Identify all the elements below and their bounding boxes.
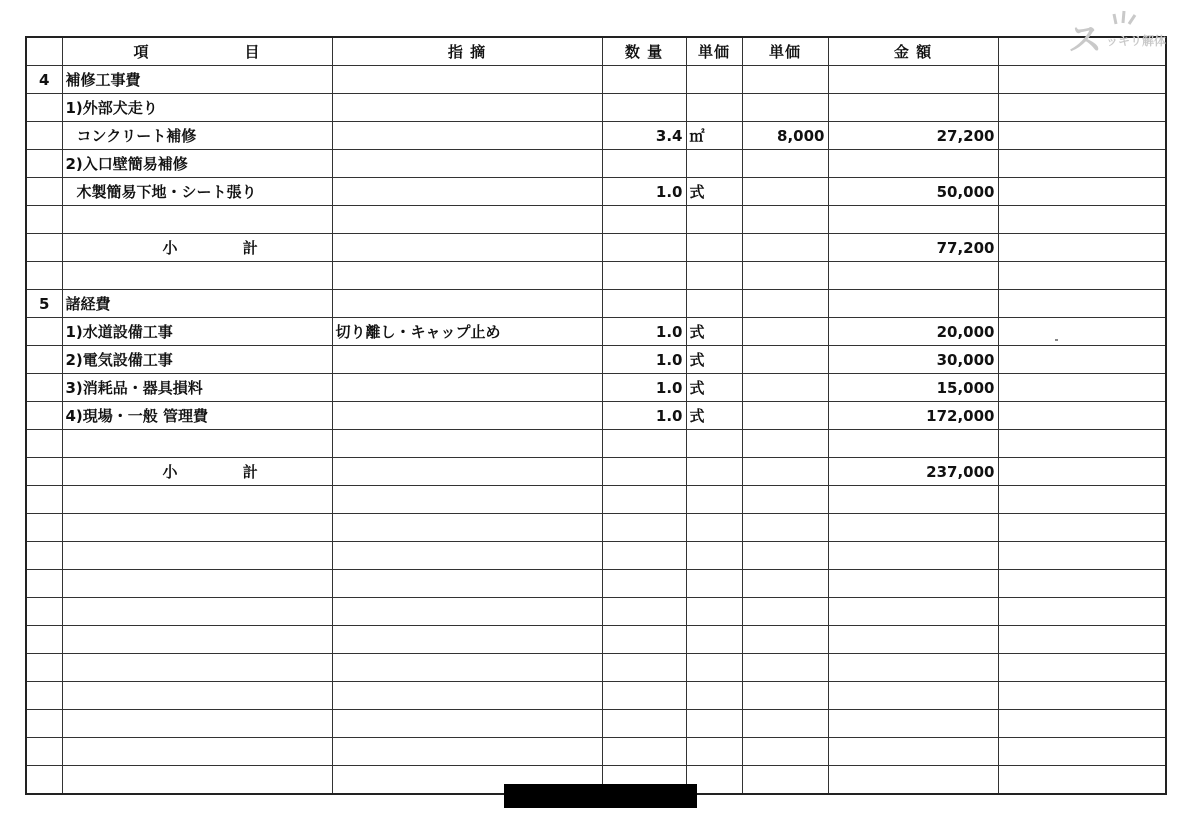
- row-unit-price: [742, 570, 828, 598]
- header-note: 指 摘: [332, 37, 602, 66]
- table-row: [26, 486, 1166, 514]
- row-remarks: [998, 542, 1166, 570]
- row-item: [62, 738, 332, 766]
- row-item: [62, 626, 332, 654]
- row-item: 2)入口壁簡易補修: [62, 150, 332, 178]
- row-unit-price: [742, 654, 828, 682]
- row-no: [26, 430, 62, 458]
- row-item: [62, 570, 332, 598]
- row-note: [332, 682, 602, 710]
- row-unit-price: [742, 374, 828, 402]
- logo-mark: ス: [1068, 20, 1102, 60]
- row-unit-price: [742, 710, 828, 738]
- table-row: [26, 682, 1166, 710]
- row-remarks: [998, 458, 1166, 486]
- row-unit-price: [742, 290, 828, 318]
- row-amount: [828, 206, 998, 234]
- row-item: 2)電気設備工事: [62, 346, 332, 374]
- header-amount: 金 額: [828, 37, 998, 66]
- row-amount: 27,200: [828, 122, 998, 150]
- row-qty: 1.0: [602, 346, 686, 374]
- table-row: [26, 206, 1166, 234]
- row-no: [26, 122, 62, 150]
- header-unit: 単価: [686, 37, 742, 66]
- row-item: [62, 654, 332, 682]
- row-note: [332, 710, 602, 738]
- table-row: [26, 514, 1166, 542]
- row-unit: [686, 234, 742, 262]
- table-row: [26, 738, 1166, 766]
- row-unit-price: [742, 430, 828, 458]
- row-unit: [686, 66, 742, 94]
- row-unit: [686, 262, 742, 290]
- row-unit: [686, 738, 742, 766]
- table-row: [26, 66, 1166, 94]
- row-no: [26, 458, 62, 486]
- row-qty: [602, 486, 686, 514]
- row-amount: [828, 738, 998, 766]
- row-remarks: [998, 710, 1166, 738]
- row-no: [26, 150, 62, 178]
- row-unit: [686, 682, 742, 710]
- table-row: [26, 122, 1166, 150]
- row-note: [332, 430, 602, 458]
- row-note: 切り離し・キャップ止め: [332, 318, 602, 346]
- row-no: [26, 234, 62, 262]
- row-unit: [686, 542, 742, 570]
- row-amount: 30,000: [828, 346, 998, 374]
- row-no: [26, 374, 62, 402]
- row-amount: [828, 682, 998, 710]
- row-note: [332, 486, 602, 514]
- row-note: [332, 150, 602, 178]
- row-item: [62, 598, 332, 626]
- row-amount: [828, 766, 998, 795]
- table-row: [26, 178, 1166, 206]
- row-qty: 1.0: [602, 374, 686, 402]
- row-note: [332, 570, 602, 598]
- row-remarks: [998, 682, 1166, 710]
- row-unit-price: [742, 94, 828, 122]
- row-no: [26, 766, 62, 795]
- header-item: [62, 37, 332, 66]
- row-no: [26, 654, 62, 682]
- row-amount: [828, 66, 998, 94]
- row-item: 諸経費: [62, 290, 332, 318]
- row-item: 4)現場・一般 管理費: [62, 402, 332, 430]
- table-row: [26, 626, 1166, 654]
- row-item: [62, 486, 332, 514]
- row-unit-price: [742, 458, 828, 486]
- row-unit: [686, 430, 742, 458]
- row-remarks: [998, 486, 1166, 514]
- row-remarks: [998, 318, 1166, 346]
- row-remarks: [998, 738, 1166, 766]
- row-remarks: [998, 290, 1166, 318]
- row-note: [332, 598, 602, 626]
- row-unit-price: [742, 626, 828, 654]
- row-unit: [686, 290, 742, 318]
- row-no: [26, 710, 62, 738]
- row-unit: [686, 654, 742, 682]
- row-remarks: [998, 430, 1166, 458]
- row-remarks: [998, 654, 1166, 682]
- table-row: [26, 402, 1166, 430]
- row-remarks: [998, 234, 1166, 262]
- header-item-char-1: 項: [133, 42, 150, 61]
- row-unit-price: [742, 262, 828, 290]
- row-unit: [686, 486, 742, 514]
- table-row: [26, 430, 1166, 458]
- row-unit-price: [742, 402, 828, 430]
- row-remarks: [998, 402, 1166, 430]
- row-note: [332, 290, 602, 318]
- row-amount: [828, 430, 998, 458]
- row-unit: [686, 570, 742, 598]
- row-unit: 式: [686, 374, 742, 402]
- table-row: [26, 290, 1166, 318]
- table-row: [26, 598, 1166, 626]
- row-no: [26, 206, 62, 234]
- row-item: [62, 262, 332, 290]
- row-remarks: [998, 206, 1166, 234]
- table-row: [26, 234, 1166, 262]
- estimate-sheet: [25, 36, 1165, 781]
- row-remarks: [998, 178, 1166, 206]
- row-unit: 式: [686, 346, 742, 374]
- row-remarks: [998, 626, 1166, 654]
- row-item: 3)消耗品・器具損料: [62, 374, 332, 402]
- row-no: [26, 94, 62, 122]
- row-amount: [828, 570, 998, 598]
- row-unit-price: [742, 542, 828, 570]
- row-qty: 3.4: [602, 122, 686, 150]
- row-no: [26, 178, 62, 206]
- row-item: [62, 542, 332, 570]
- row-no: [26, 598, 62, 626]
- row-amount: [828, 542, 998, 570]
- row-unit-price: [742, 598, 828, 626]
- row-note: [332, 374, 602, 402]
- row-amount: [828, 710, 998, 738]
- row-note: [332, 66, 602, 94]
- row-qty: [602, 626, 686, 654]
- row-unit: 式: [686, 402, 742, 430]
- row-item: 1)外部犬走り: [62, 94, 332, 122]
- row-remarks: [998, 94, 1166, 122]
- row-unit: 式: [686, 178, 742, 206]
- row-no: [26, 318, 62, 346]
- row-note: [332, 402, 602, 430]
- row-item: 1)水道設備工事: [62, 318, 332, 346]
- row-qty: 1.0: [602, 178, 686, 206]
- row-no: [26, 738, 62, 766]
- row-note: [332, 94, 602, 122]
- row-note: [332, 738, 602, 766]
- row-unit-price: [742, 486, 828, 514]
- table-row: [26, 710, 1166, 738]
- row-qty: [602, 514, 686, 542]
- row-amount: 172,000: [828, 402, 998, 430]
- row-qty: [602, 598, 686, 626]
- row-remarks: [998, 374, 1166, 402]
- logo-rays-icon: [1112, 10, 1138, 26]
- row-qty: [602, 542, 686, 570]
- row-qty: [602, 430, 686, 458]
- row-remarks: [998, 570, 1166, 598]
- row-remarks: [998, 514, 1166, 542]
- row-note: [332, 178, 602, 206]
- scan-speck: [1055, 339, 1058, 341]
- row-qty: [602, 570, 686, 598]
- logo-text: ッキリ解体: [1106, 34, 1167, 48]
- row-item: [62, 206, 332, 234]
- row-item: [62, 766, 332, 795]
- row-qty: [602, 150, 686, 178]
- row-amount: [828, 514, 998, 542]
- row-no: [26, 402, 62, 430]
- row-unit-price: [742, 234, 828, 262]
- redaction-bar: [504, 784, 697, 808]
- row-amount: [828, 94, 998, 122]
- row-no: [26, 346, 62, 374]
- row-qty: [602, 66, 686, 94]
- row-unit: ㎡: [686, 122, 742, 150]
- row-note: [332, 234, 602, 262]
- header-qty: 数 量: [602, 37, 686, 66]
- row-note: [332, 262, 602, 290]
- row-remarks: [998, 598, 1166, 626]
- row-qty: [602, 94, 686, 122]
- row-amount: 237,000: [828, 458, 998, 486]
- row-unit-price: [742, 766, 828, 795]
- row-no: [26, 514, 62, 542]
- row-qty: 1.0: [602, 402, 686, 430]
- table-row: [26, 318, 1166, 346]
- row-amount: [828, 626, 998, 654]
- row-unit-price: [742, 318, 828, 346]
- row-remarks: [998, 122, 1166, 150]
- table-row: [26, 542, 1166, 570]
- row-no: [26, 570, 62, 598]
- row-unit: 式: [686, 318, 742, 346]
- row-qty: [602, 262, 686, 290]
- row-amount: [828, 150, 998, 178]
- row-qty: [602, 738, 686, 766]
- row-item: [62, 710, 332, 738]
- row-unit-price: [742, 682, 828, 710]
- row-note: [332, 346, 602, 374]
- header-price: 単価: [742, 37, 828, 66]
- row-no: 5: [26, 290, 62, 318]
- row-remarks: [998, 150, 1166, 178]
- row-note: [332, 542, 602, 570]
- row-qty: [602, 458, 686, 486]
- row-amount: 50,000: [828, 178, 998, 206]
- row-unit-price: [742, 346, 828, 374]
- row-remarks: [998, 766, 1166, 795]
- row-note: [332, 122, 602, 150]
- row-remarks: [998, 346, 1166, 374]
- row-unit: [686, 458, 742, 486]
- row-unit: [686, 710, 742, 738]
- table-row: [26, 374, 1166, 402]
- row-unit: [686, 206, 742, 234]
- row-qty: [602, 206, 686, 234]
- row-note: [332, 626, 602, 654]
- row-unit-price: [742, 738, 828, 766]
- row-unit: [686, 626, 742, 654]
- row-item: 補修工事費: [62, 66, 332, 94]
- row-amount: [828, 598, 998, 626]
- row-qty: [602, 710, 686, 738]
- row-no: [26, 682, 62, 710]
- row-qty: [602, 290, 686, 318]
- row-unit-price: [742, 514, 828, 542]
- row-no: [26, 542, 62, 570]
- row-unit-price: 8,000: [742, 122, 828, 150]
- row-amount: 77,200: [828, 234, 998, 262]
- table-row: [26, 654, 1166, 682]
- row-unit-price: [742, 150, 828, 178]
- row-item: コンクリート補修: [62, 122, 332, 150]
- row-item: [62, 682, 332, 710]
- row-amount: [828, 654, 998, 682]
- row-amount: 15,000: [828, 374, 998, 402]
- row-qty: [602, 234, 686, 262]
- row-unit-price: [742, 66, 828, 94]
- row-remarks: [998, 262, 1166, 290]
- row-no: 4: [26, 66, 62, 94]
- row-no: [26, 486, 62, 514]
- row-qty: [602, 682, 686, 710]
- row-unit: [686, 150, 742, 178]
- row-unit: [686, 94, 742, 122]
- row-note: [332, 654, 602, 682]
- brand-logo: [1068, 10, 1188, 60]
- row-note: [332, 458, 602, 486]
- table-row: [26, 458, 1166, 486]
- row-item: 小 計: [62, 234, 332, 262]
- table-row: [26, 570, 1166, 598]
- row-item: [62, 514, 332, 542]
- row-no: [26, 626, 62, 654]
- row-amount: [828, 290, 998, 318]
- row-item: [62, 430, 332, 458]
- row-amount: [828, 486, 998, 514]
- row-unit-price: [742, 206, 828, 234]
- table-row: [26, 94, 1166, 122]
- table-row: [26, 346, 1166, 374]
- row-item: 小 計: [62, 458, 332, 486]
- row-note: [332, 206, 602, 234]
- header-no: [26, 37, 62, 66]
- row-unit: [686, 514, 742, 542]
- row-amount: [828, 262, 998, 290]
- row-qty: 1.0: [602, 318, 686, 346]
- row-unit-price: [742, 178, 828, 206]
- row-unit: [686, 598, 742, 626]
- header-row: [26, 37, 1166, 66]
- estimate-table: [25, 36, 1167, 795]
- row-no: [26, 262, 62, 290]
- header-item-char-2: 目: [244, 42, 261, 61]
- row-note: [332, 514, 602, 542]
- table-row: [26, 150, 1166, 178]
- row-qty: [602, 654, 686, 682]
- row-amount: 20,000: [828, 318, 998, 346]
- row-remarks: [998, 66, 1166, 94]
- row-item: 木製簡易下地・シート張り: [62, 178, 332, 206]
- table-row: [26, 262, 1166, 290]
